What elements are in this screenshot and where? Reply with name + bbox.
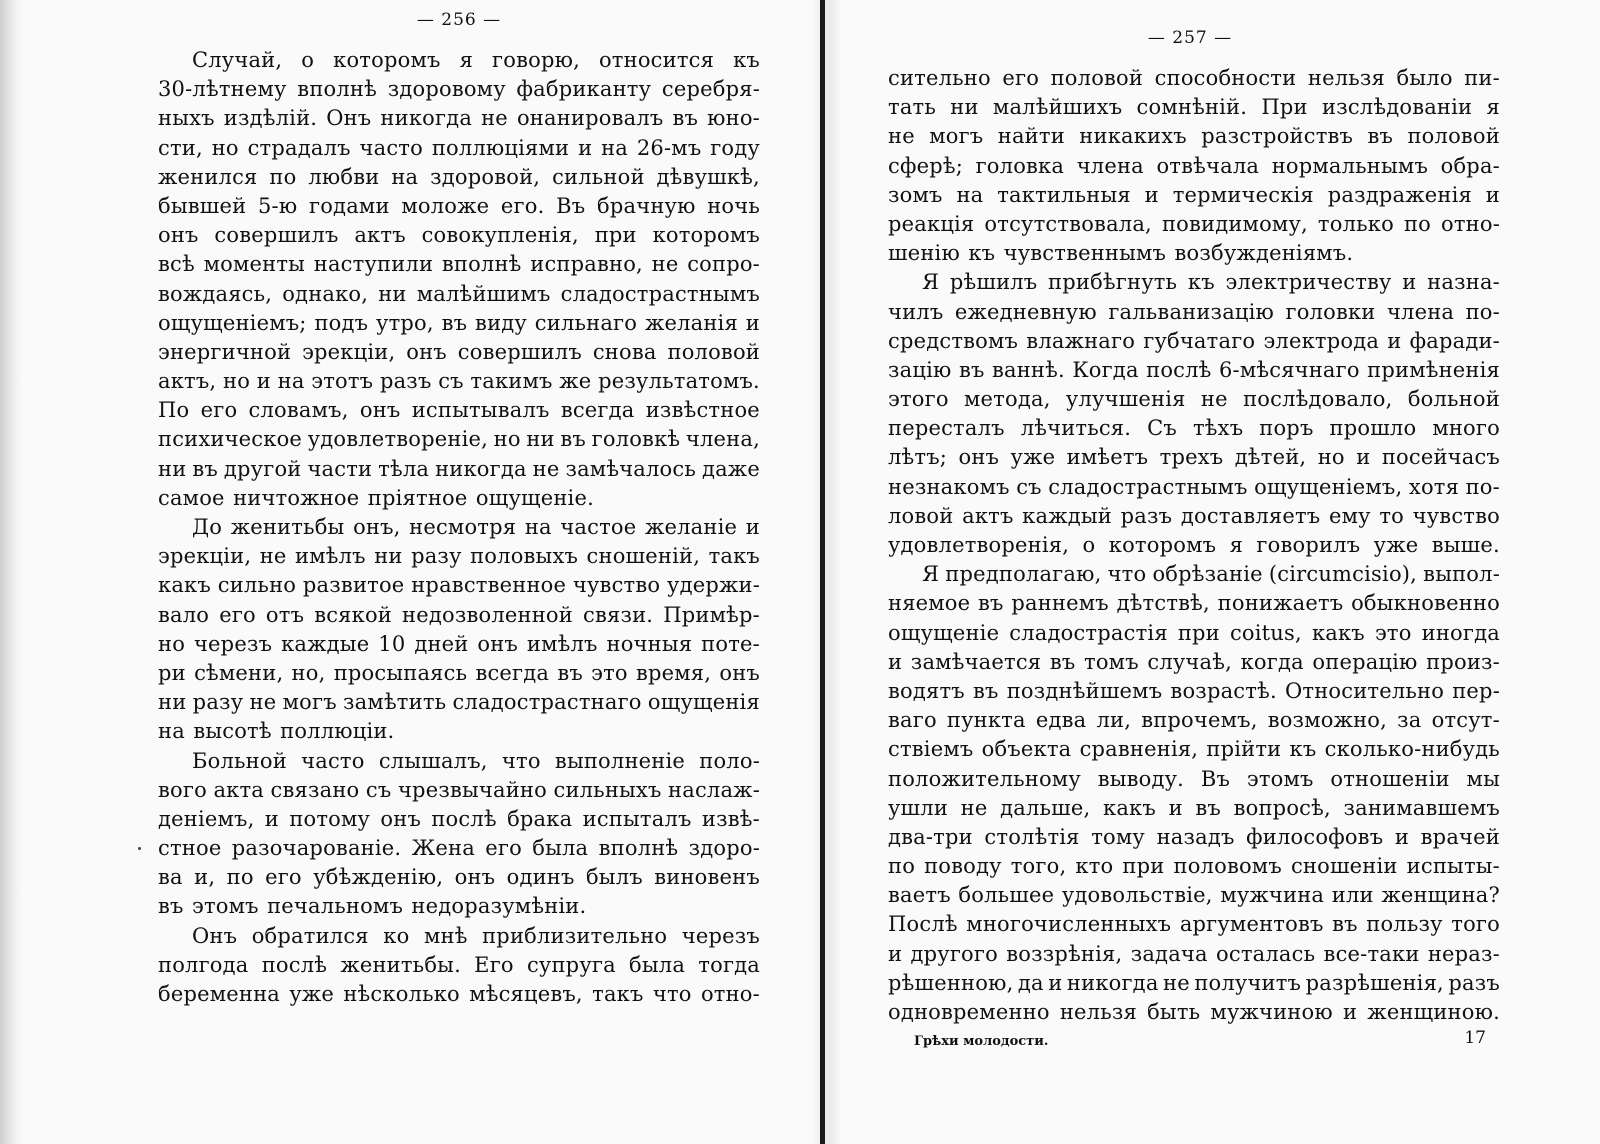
gutter-shadow (812, 0, 842, 1144)
text-line: вало его отъ всякой недозволенной связи. Примѣр- (158, 602, 760, 627)
text-line: одновременно нельзя быть мужчиною и женщиною. (888, 1000, 1500, 1024)
text-line: бывшей 5-ю годами моложе его. Въ брачную ночь (158, 193, 760, 218)
text-line: Я предполагаю, что обрѣзаніе (circumcisio), выпол- (922, 562, 1500, 587)
text-line: ни разу не могъ замѣтить сладострастнаго ощущенія (158, 690, 760, 715)
text-line: ри сѣмени, но, просыпаясь всегда въ это время, онъ (158, 660, 760, 685)
text-line: пересталъ лѣчиться. Съ тѣхъ поръ прошло много (888, 416, 1500, 441)
page-edge-shadow (0, 0, 22, 1144)
text-line: какъ сильно развитое нравственное чувство удержи- (158, 573, 760, 598)
text-line: водятъ въ позднѣйшемъ возрастѣ. Относительно пер- (888, 678, 1500, 703)
text-line: ва и, по его убѣжденію, онъ одинъ былъ виновенъ (158, 865, 760, 890)
text-line: и другого воззрѣнія, задача осталась все-таки нераз- (888, 941, 1500, 966)
text-line: эрекціи, не имѣлъ ни разу половыхъ сношеній, такъ (158, 544, 760, 569)
text-line: не могъ найти никакихъ разстройствъ въ половой (888, 124, 1500, 149)
text-line: стное разочарованіе. Жена его была вполнѣ здоро- (158, 836, 760, 861)
text-line: рѣшенною, да и никогда не получитъ разрѣшенія, разъ (888, 970, 1500, 995)
left-page (158, 0, 760, 1144)
text-line: сительно его половой способности нельзя было пи- (888, 66, 1500, 90)
text-line: этого метода, улучшенія не послѣдовало, больной (888, 387, 1500, 412)
text-line: по поводу того, кто при половомъ сношеніи испыты- (888, 854, 1500, 879)
text-line: лѣтъ; онъ уже имѣетъ трехъ дѣтей, но и посейчасъ (888, 445, 1500, 470)
text-line: всѣ моменты наступили вполнѣ исправно, не сопро- (158, 252, 760, 277)
text-line: положительному выводу. Въ этомъ отношеніи мы (888, 766, 1500, 791)
text-line: актъ, но и на этотъ разъ съ такимъ же результатомъ. (158, 369, 760, 394)
text-line: сти, но страдалъ часто поллюціями и на 26-мъ году (158, 135, 760, 160)
page-body (888, 64, 1500, 1027)
text-line: психическое удовлетвореніе, но ни въ головкѣ члена, (158, 427, 760, 452)
text-line: ваго пункта едва ли, впрочемъ, возможно, за отсут- (888, 708, 1500, 733)
right-page (888, 0, 1500, 1144)
text-line: беременна уже нѣсколько мѣсяцевъ, такъ что отно- (158, 982, 760, 1006)
text-line: тать ни малѣйшихъ сомнѣній. При изслѣдованіи я (888, 95, 1500, 120)
text-line: По его словамъ, онъ испытывалъ всегда извѣстное (158, 398, 760, 423)
text-line: Послѣ многочисленныхъ аргументовъ въ пользу того (888, 912, 1500, 937)
text-line: реакція отсутствовала, повидимому, только по отно- (888, 211, 1500, 236)
text-line: До женитьбы онъ, несмотря на частое желаніе и (192, 515, 760, 539)
text-line: ствіемъ объекта сравненія, прійти къ сколько-нибудь (888, 737, 1500, 762)
text-line: деніемъ, и потому онъ послѣ брака испыталъ извѣ- (158, 806, 760, 831)
text-line: Больной часто слышалъ, что выполненіе поло- (192, 748, 760, 773)
text-line: Я рѣшилъ прибѣгнуть къ электричеству и назна- (922, 270, 1500, 295)
text-line: шенію къ чувственнымъ возбужденіямъ. (888, 241, 1354, 266)
text-line: самое ничтожное пріятное ощущеніе. (158, 485, 594, 510)
text-line: чилъ ежедневную гальванизацію головки члена по- (888, 299, 1500, 324)
text-line: но черезъ каждые 10 дней онъ имѣлъ ночныя поте- (158, 631, 760, 656)
text-line: на высотѣ поллюціи. (158, 719, 395, 744)
text-line: незнакомъ съ сладострастнымъ ощущеніемъ, хотя по- (888, 474, 1500, 499)
text-line: въ этомъ печальномъ недоразумѣніи. (158, 894, 587, 919)
text-line: и замѣчается въ томъ случаѣ, когда операцію произ- (888, 649, 1500, 674)
text-line: энергичной эрекціи, онъ совершилъ снова половой (158, 339, 760, 364)
page-body (158, 46, 760, 1009)
text-line: ваетъ большее удовольствіе, мужчина или женщина? (888, 883, 1500, 908)
page-number: — 256 — (416, 10, 502, 30)
text-line: ощущеніемъ; подъ утро, въ виду сильнаго желанія и (158, 310, 760, 335)
page-number: — 257 — (1147, 28, 1233, 48)
text-line: Онъ обратился ко мнѣ приблизительно черезъ (192, 923, 760, 948)
signature-title: Грѣхи молодости. (914, 1034, 1049, 1049)
text-line: Случай, о которомъ я говорю, относится къ (192, 48, 760, 72)
book-gutter (820, 0, 825, 1144)
text-line: вождаясь, однако, ни малѣйшимъ сладострастнымъ (158, 281, 760, 306)
text-line: ощущеніе сладострастія при coitus, какъ это иногда (888, 620, 1500, 645)
text-line: ни въ другой части тѣла никогда не замѣчалось даже (158, 456, 760, 481)
text-line: 30-лѣтнему вполнѣ здоровому фабриканту серебря- (158, 77, 760, 102)
text-line: вого акта связано съ чрезвычайно сильныхъ наслаж- (158, 777, 760, 802)
text-line: средствомъ влажнаго губчатаго электрода и фаради- (888, 328, 1500, 353)
text-line: два-три столѣтія тому назадъ философовъ и врачей (888, 824, 1500, 849)
text-line: женился по любви на здоровой, сильной дѣвушкѣ, (158, 164, 760, 189)
text-line: сферѣ; головка члена отвѣчала нормальнымъ обра- (888, 153, 1500, 178)
text-line: ушли не дальше, какъ и въ вопросѣ, занимавшемъ (888, 795, 1500, 820)
text-line: зомъ на тактильныя и термическія раздраженія и (888, 182, 1500, 207)
text-line: ныхъ издѣлій. Онъ никогда не онанировалъ въ юно- (158, 106, 760, 131)
signature-number: 17 (1464, 1028, 1486, 1048)
text-line: няемое въ раннемъ дѣтствѣ, понижаетъ обыкновенно (888, 591, 1500, 616)
text-line: онъ совершилъ актъ совокупленія, при которомъ (158, 223, 760, 248)
text-line: удовлетворенія, о которомъ я говорилъ уже выше. (888, 533, 1500, 557)
text-line: полгода послѣ женитьбы. Его супруга была тогда (158, 952, 760, 977)
text-line: зацію въ ваннѣ. Когда послѣ 6-мѣсячнаго примѣненія (888, 357, 1500, 382)
text-line: ловой актъ каждый разъ доставляетъ ему то чувство (888, 503, 1500, 528)
margin-mark (138, 847, 141, 850)
